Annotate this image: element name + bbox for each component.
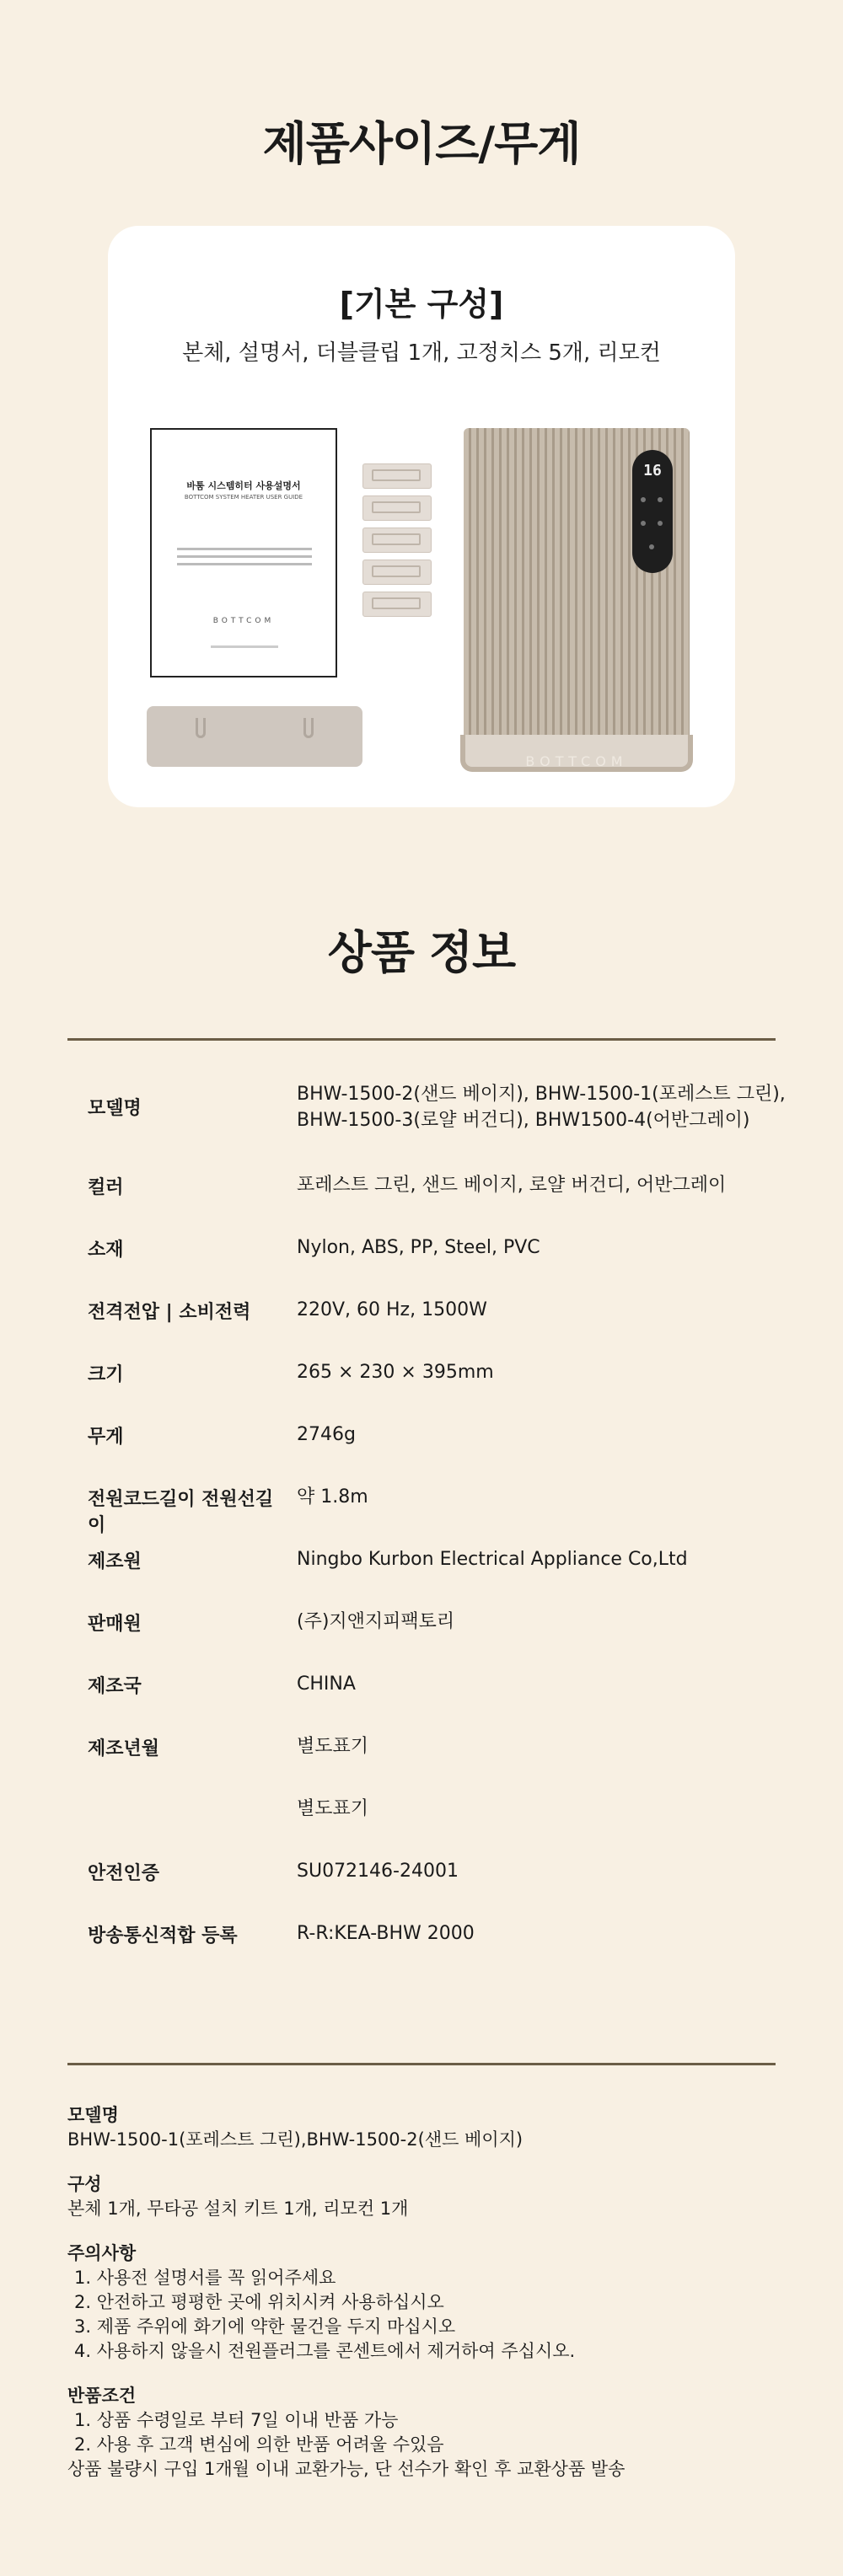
spec-value: 포레스트 그린, 샌드 베이지, 로얄 버건디, 어반그레이 xyxy=(297,1175,727,1196)
heater-brand: BOTTCOM xyxy=(525,753,628,769)
spec-label: 방송통신적합 등록 xyxy=(88,1925,238,1947)
spec-label: 컬러 xyxy=(88,1177,124,1198)
product-info-title: 상품 정보 xyxy=(327,926,516,979)
notes-model-block xyxy=(67,2103,776,2152)
spec-value: 265 × 230 × 395mm xyxy=(297,1362,494,1383)
bracket-hook xyxy=(303,718,314,738)
manual-subtitle: BOTTCOM SYSTEM HEATER USER GUIDE xyxy=(184,494,303,501)
spec-label: 제조원 xyxy=(88,1551,142,1572)
caution-item: 4. 사용하지 않을시 전원플러그를 콘센트에서 제거하여 주십시오. xyxy=(74,2340,576,2361)
spec-value: 220V, 60 Hz, 1500W xyxy=(297,1299,487,1320)
fixing-clip-image xyxy=(362,560,432,585)
components-list: 본체, 설명서, 더블클립 1개, 고정치스 5개, 리모컨 xyxy=(182,340,661,366)
spec-value: Nylon, ABS, PP, Steel, PVC xyxy=(297,1237,540,1258)
spec-value: 2746g xyxy=(297,1424,356,1445)
spec-label: 무게 xyxy=(88,1427,124,1448)
spec-label: 크기 xyxy=(88,1364,124,1385)
spec-value: R-R:KEA-BHW 2000 xyxy=(297,1923,475,1944)
spec-value: CHINA xyxy=(297,1674,356,1695)
panel-button-icon xyxy=(658,521,663,526)
wall-bracket-image xyxy=(147,706,362,767)
spec-label: 모델명 xyxy=(88,1098,142,1119)
spec-label: 전격전압 | 소비전력 xyxy=(88,1302,251,1323)
heater-control-panel xyxy=(632,450,673,573)
notes-model-heading: 모델명 xyxy=(67,2105,119,2125)
divider xyxy=(67,1038,776,1041)
manual-text-lines xyxy=(177,548,312,570)
notes-caution-block xyxy=(67,2241,776,2364)
notes-composition-heading: 구성 xyxy=(67,2173,102,2194)
return-item: 1. 상품 수령일로 부터 7일 이내 반품 가능 xyxy=(74,2409,399,2430)
fixing-clip-image xyxy=(362,528,432,553)
divider xyxy=(67,2063,776,2065)
notes-return-heading: 반품조건 xyxy=(67,2385,137,2406)
spec-label: 제조국 xyxy=(88,1676,142,1697)
spec-label: 전원코드길이 전원선길이 xyxy=(88,1489,274,1536)
panel-button-icon xyxy=(641,521,646,526)
spec-value: 약 1.8m xyxy=(297,1486,368,1508)
spec-label: 제조년월 xyxy=(88,1738,160,1759)
spec-value: Ningbo Kurbon Electrical Appliance Co,Ltd xyxy=(297,1549,688,1570)
notes-composition-block xyxy=(67,2172,776,2221)
user-manual-image xyxy=(150,428,337,677)
heater-display: 16 xyxy=(643,462,662,479)
notes-composition-text: 본체 1개, 무타공 설치 키트 1개, 리모컨 1개 xyxy=(67,2198,409,2219)
spec-value: (주)지앤지피팩토리 xyxy=(297,1611,455,1632)
spec-label: 안전인증 xyxy=(88,1863,160,1884)
return-footer: 상품 불량시 구입 1개월 이내 교환가능, 단 선수가 확인 후 교환상품 발송 xyxy=(67,2458,626,2479)
panel-button-icon xyxy=(658,497,663,502)
caution-item: 3. 제품 주위에 화기에 약한 물건을 두지 마십시오 xyxy=(74,2316,456,2337)
spec-value: BHW-1500-2(샌드 베이지), BHW-1500-1(포레스트 그린), BHW-1500-3(로얄 버건디), BHW1500-4(어반그레이) xyxy=(297,1084,786,1131)
caution-item: 2. 안전하고 평평한 곳에 위치시켜 사용하십시오 xyxy=(74,2291,444,2312)
notes-return-block xyxy=(67,2384,776,2482)
panel-button-icon xyxy=(649,544,654,549)
notes-section xyxy=(67,2103,776,2502)
fixing-clip-image xyxy=(362,495,432,521)
spec-label: 판매원 xyxy=(88,1614,142,1635)
spec-value: 별도표기 xyxy=(297,1736,369,1757)
components-heading: [기본 구성] xyxy=(339,286,504,323)
notes-model-text: BHW-1500-1(포레스트 그린),BHW-1500-2(샌드 베이지) xyxy=(67,2129,524,2150)
panel-button-icon xyxy=(641,497,646,502)
notes-caution-heading: 주의사항 xyxy=(67,2242,137,2263)
return-item: 2. 사용 후 고객 변심에 의한 반품 어려울 수있음 xyxy=(74,2434,444,2455)
heater-product-image xyxy=(464,428,690,770)
manual-footer-line xyxy=(211,645,278,648)
components-card xyxy=(108,226,735,807)
bracket-hook xyxy=(196,718,206,738)
manual-brand: BOTTCOM xyxy=(212,617,275,625)
spec-value: 별도표기 xyxy=(297,1798,369,1819)
caution-item: 1. 사용전 설명서를 꼭 읽어주세요 xyxy=(74,2267,336,2288)
manual-title: 바툼 시스템히터 사용설명서 xyxy=(186,480,301,491)
fixing-clip-image xyxy=(362,592,432,617)
fixing-clip-image xyxy=(362,463,432,489)
size-section-title: 제품사이즈/무게 xyxy=(262,117,581,170)
spec-label: 소재 xyxy=(88,1240,124,1261)
spec-value: SU072146-24001 xyxy=(297,1861,459,1882)
